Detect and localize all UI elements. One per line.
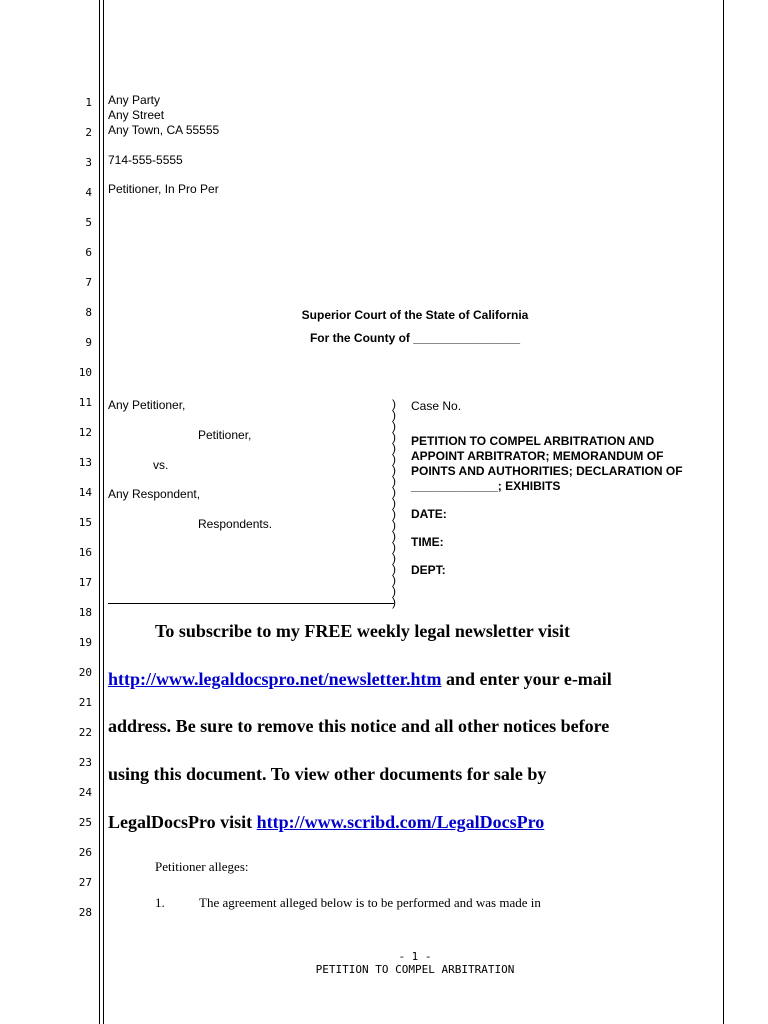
document-title-line: _____________; EXHIBITS (411, 479, 561, 493)
notice-text: and enter your e-mail (441, 669, 612, 689)
caption-paren: ) (392, 485, 396, 499)
caption-paren: ) (392, 441, 396, 455)
caption-paren: ) (392, 419, 396, 433)
document-title-line: POINTS AND AUTHORITIES; DECLARATION OF (411, 464, 683, 478)
line-number: 11 (78, 396, 92, 409)
notice-line-1: To subscribe to my FREE weekly legal newsletter visit (155, 621, 570, 641)
petitioner-role: Petitioner, (198, 428, 252, 442)
caption-paren: ) (392, 474, 396, 488)
caption-paren: ) (392, 584, 396, 598)
line-number: 20 (78, 666, 92, 679)
line-number: 13 (78, 456, 92, 469)
party-name: Any Party (108, 93, 161, 107)
party-role: Petitioner, In Pro Per (108, 182, 219, 196)
alleges-intro: Petitioner alleges: (155, 859, 249, 874)
party-street: Any Street (108, 108, 165, 122)
document-title-line: APPOINT ARBITRATOR; MEMORANDUM OF (411, 449, 664, 463)
line-number: 22 (78, 726, 92, 739)
footer-title: PETITION TO COMPEL ARBITRATION (315, 963, 515, 976)
caption-paren: ) (392, 551, 396, 565)
left-margin-rule-inner (103, 0, 104, 1024)
caption-paren: ) (392, 540, 396, 554)
notice-line-4: using this document. To view other documents for sale by (108, 764, 547, 784)
line-number: 24 (78, 786, 92, 799)
line-number: 25 (78, 816, 92, 829)
caption-paren: ) (392, 529, 396, 543)
line-number: 21 (78, 696, 92, 709)
line-number: 4 (85, 186, 92, 199)
respondent-name: Any Respondent, (108, 487, 201, 501)
caption-divider (108, 603, 394, 604)
paragraph-number: 1. (155, 895, 165, 910)
party-phone: 714-555-5555 (108, 153, 183, 167)
hearing-dept-label: DEPT: (411, 563, 446, 577)
newsletter-link[interactable]: http://www.legaldocspro.net/newsletter.htm (108, 669, 442, 689)
caption-paren: ) (392, 408, 396, 422)
document-title-line: PETITION TO COMPEL ARBITRATION AND (411, 434, 655, 448)
line-number: 28 (78, 906, 92, 919)
line-number: 17 (78, 576, 92, 589)
line-number: 15 (78, 516, 92, 529)
notice-line-2 (108, 669, 612, 690)
line-number: 16 (78, 546, 92, 559)
line-number: 14 (78, 486, 92, 499)
line-number: 6 (85, 246, 92, 259)
caption-paren: ) (392, 430, 396, 444)
line-number: 10 (78, 366, 92, 379)
notice-line-3: address. Be sure to remove this notice and all other notices before (108, 716, 610, 736)
line-number: 3 (85, 156, 92, 169)
caption-paren: ) (392, 452, 396, 466)
right-margin-rule (723, 0, 724, 1024)
line-number: 7 (85, 276, 92, 289)
line-number: 18 (78, 606, 92, 619)
versus-label: vs. (153, 458, 169, 472)
caption-paren: ) (392, 518, 396, 532)
caption-paren: ) (392, 595, 396, 609)
hearing-date-label: DATE: (411, 507, 447, 521)
line-number: 8 (85, 306, 92, 319)
right-margin-rule-gap (721, 0, 722, 255)
notice-text: LegalDocsPro visit (108, 812, 257, 832)
line-number: 12 (78, 426, 92, 439)
line-number: 26 (78, 846, 92, 859)
petitioner-name: Any Petitioner, (108, 398, 186, 412)
scribd-link[interactable]: http://www.scribd.com/LegalDocsPro (256, 812, 545, 832)
page-number: - 1 - (398, 950, 432, 963)
notice-line-5 (108, 812, 544, 833)
caption-paren: ) (392, 463, 396, 477)
caption-paren: ) (392, 507, 396, 521)
caption-paren: ) (392, 397, 396, 411)
case-number-label: Case No. (411, 399, 462, 413)
line-number: 19 (78, 636, 92, 649)
line-number: 2 (85, 126, 92, 139)
line-number: 9 (85, 336, 92, 349)
court-name: Superior Court of the State of California (301, 308, 529, 322)
line-number: 27 (78, 876, 92, 889)
line-number: 1 (85, 96, 92, 109)
party-city: Any Town, CA 55555 (108, 123, 220, 137)
caption-paren: ) (392, 573, 396, 587)
line-number: 5 (85, 216, 92, 229)
hearing-time-label: TIME: (411, 535, 444, 549)
line-number: 23 (78, 756, 92, 769)
left-margin-rule (99, 0, 100, 1024)
respondent-role: Respondents. (198, 517, 273, 531)
caption-paren: ) (392, 496, 396, 510)
paragraph-text: The agreement alleged below is to be performed and was made in (199, 895, 541, 910)
caption-paren: ) (392, 562, 396, 576)
court-county: For the County of ________________ (309, 331, 521, 345)
